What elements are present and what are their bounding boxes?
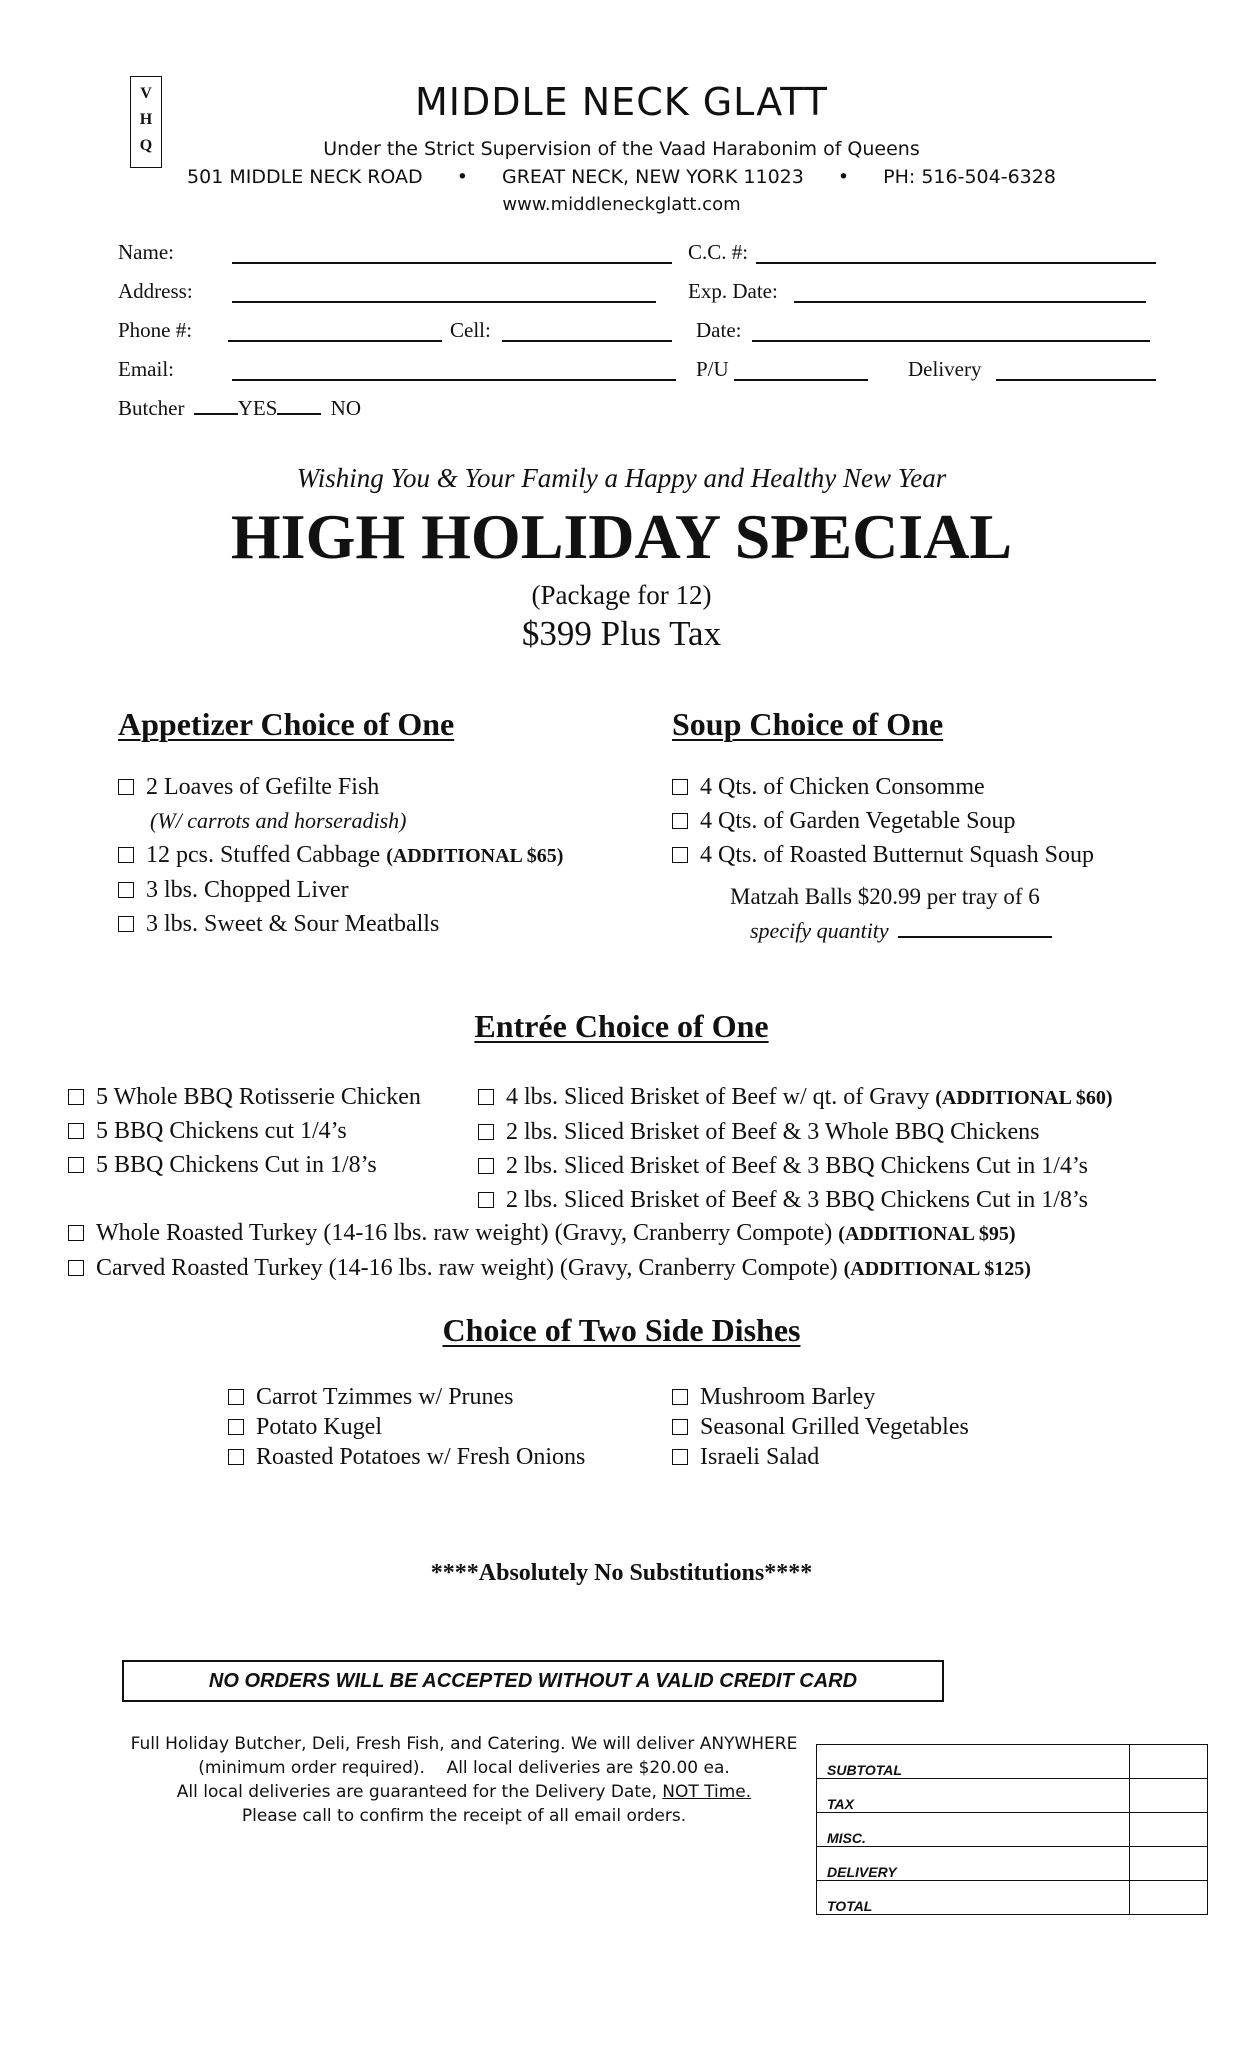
name-field[interactable] <box>232 262 672 264</box>
checkbox[interactable] <box>478 1124 494 1140</box>
sides-heading: Choice of Two Side Dishes <box>442 1312 801 1348</box>
address-field[interactable] <box>232 301 656 303</box>
item-note: (W/ carrots and horseradish) <box>150 808 407 833</box>
no-substitutions: ****Absolutely No Substitutions**** <box>430 1560 813 1586</box>
delivery-field[interactable] <box>996 379 1156 381</box>
table-row <box>817 1847 1208 1881</box>
street-address: 501 MIDDLE NECK ROAD <box>187 166 423 188</box>
exp-date-label: Exp. Date: <box>688 279 778 303</box>
footer-info <box>128 1732 800 1828</box>
checkbox[interactable] <box>228 1389 244 1405</box>
total-label: TOTAL <box>817 1881 1130 1915</box>
matzah-balls: Matzah Balls $20.99 per tray of 6 <box>730 884 1040 909</box>
bullet-separator: • <box>456 166 468 188</box>
website: www.middleneckglatt.com <box>502 194 741 215</box>
list-item[interactable]: 5 BBQ Chickens Cut in 1/8’s <box>68 1148 421 1182</box>
cell-label: Cell: <box>450 318 491 342</box>
delivery-label: Delivery <box>908 357 982 381</box>
list-item[interactable]: Whole Roasted Turkey (14-16 lbs. raw weight) (Gravy, Cranberry Compote) (ADDITIONAL $95) <box>68 1216 1031 1251</box>
credit-card-notice-box <box>122 1660 944 1702</box>
soup-heading: Soup Choice of One <box>672 706 944 742</box>
date-label: Date: <box>696 318 742 342</box>
credit-card-notice: NO ORDERS WILL BE ACCEPTED WITHOUT A VALID CREDIT CARD <box>208 1670 858 1692</box>
checkbox[interactable] <box>228 1449 244 1465</box>
email-field[interactable] <box>232 379 676 381</box>
checkbox[interactable] <box>672 847 688 863</box>
butcher-row <box>118 396 361 421</box>
checkbox[interactable] <box>68 1225 84 1241</box>
checkbox[interactable] <box>478 1158 494 1174</box>
pickup-field[interactable] <box>734 379 868 381</box>
list-item[interactable]: Israeli Salad <box>672 1442 969 1472</box>
checkbox[interactable] <box>672 779 688 795</box>
sides-left-list <box>228 1382 585 1472</box>
checkbox[interactable] <box>118 882 134 898</box>
checkbox[interactable] <box>68 1260 84 1276</box>
store-address-line <box>0 166 1243 188</box>
checkbox[interactable] <box>118 916 134 932</box>
butcher-no-label: NO <box>330 396 362 420</box>
checkbox[interactable] <box>118 847 134 863</box>
table-row <box>817 1779 1208 1813</box>
checkbox[interactable] <box>672 1449 688 1465</box>
list-item[interactable]: Seasonal Grilled Vegetables <box>672 1412 969 1442</box>
butcher-yes-label: YES <box>237 396 278 420</box>
cell-field[interactable] <box>502 340 672 342</box>
special-title: HIGH HOLIDAY SPECIAL <box>230 501 1013 572</box>
list-item[interactable]: 4 Qts. of Chicken Consomme <box>672 770 1094 804</box>
name-label: Name: <box>118 240 174 264</box>
phone-field[interactable] <box>228 340 442 342</box>
matzah-quantity-field[interactable] <box>898 936 1052 938</box>
list-item[interactable]: 5 Whole BBQ Rotisserie Chicken <box>68 1080 421 1114</box>
checkbox[interactable] <box>228 1419 244 1435</box>
footer-line: Please call to confirm the receipt of all email orders. <box>241 1806 687 1826</box>
checkbox[interactable] <box>68 1157 84 1173</box>
butcher-label: Butcher <box>118 396 185 420</box>
table-row <box>817 1881 1208 1915</box>
tax-value[interactable] <box>1130 1779 1208 1813</box>
list-item[interactable]: 2 lbs. Sliced Brisket of Beef & 3 BBQ Chickens Cut in 1/8’s <box>478 1183 1113 1217</box>
sides-right-list <box>672 1382 969 1472</box>
appetizer-heading: Appetizer Choice of One <box>118 706 455 742</box>
entree-full-list <box>68 1216 1031 1286</box>
totals-table <box>816 1744 1208 1915</box>
greeting: Wishing You & Your Family a Happy and Healthy New Year <box>296 463 947 493</box>
total-value[interactable] <box>1130 1881 1208 1915</box>
list-item[interactable]: 5 BBQ Chickens cut 1/4’s <box>68 1114 421 1148</box>
list-item[interactable]: Carved Roasted Turkey (14-16 lbs. raw weight) (Gravy, Cranberry Compote) (ADDITIONAL $125) <box>68 1251 1031 1286</box>
list-item[interactable]: 4 Qts. of Garden Vegetable Soup <box>672 804 1094 838</box>
list-item[interactable]: Roasted Potatoes w/ Fresh Onions <box>228 1442 585 1472</box>
vhq-logo: V H Q <box>130 76 162 168</box>
list-item[interactable]: 3 lbs. Sweet & Sour Meatballs <box>118 907 563 941</box>
checkbox[interactable] <box>68 1123 84 1139</box>
list-item[interactable]: 2 Loaves of Gefilte Fish <box>118 770 563 804</box>
entree-heading: Entrée Choice of One <box>474 1008 769 1044</box>
phone-label: Phone #: <box>118 318 193 342</box>
footer-line: (minimum order required). All local deliveries are $20.00 ea. <box>198 1758 730 1778</box>
checkbox[interactable] <box>478 1192 494 1208</box>
cc-label: C.C. #: <box>688 240 749 264</box>
footer-line: All local deliveries are guaranteed for the Delivery Date, NOT Time. <box>176 1782 752 1802</box>
store-name: MIDDLE NECK GLATT <box>414 80 829 124</box>
misc-value[interactable] <box>1130 1813 1208 1847</box>
table-row <box>817 1745 1208 1779</box>
checkbox[interactable] <box>672 813 688 829</box>
checkbox[interactable] <box>68 1089 84 1105</box>
checkbox[interactable] <box>672 1389 688 1405</box>
package-price: $399 Plus Tax <box>521 614 722 653</box>
list-item[interactable]: 2 lbs. Sliced Brisket of Beef & 3 Whole BBQ Chickens <box>478 1115 1113 1149</box>
list-item[interactable]: 2 lbs. Sliced Brisket of Beef & 3 BBQ Chickens Cut in 1/4’s <box>478 1149 1113 1183</box>
list-item[interactable]: Carrot Tzimmes w/ Prunes <box>228 1382 585 1412</box>
table-row <box>817 1813 1208 1847</box>
footer-line: Full Holiday Butcher, Deli, Fresh Fish, and Catering. We will deliver ANYWHERE <box>130 1734 798 1754</box>
tax-label: TAX <box>817 1779 1130 1813</box>
list-item[interactable]: Potato Kugel <box>228 1412 585 1442</box>
checkbox[interactable] <box>672 1419 688 1435</box>
checkbox[interactable] <box>118 779 134 795</box>
list-item[interactable]: 3 lbs. Chopped Liver <box>118 873 563 907</box>
package-size: (Package for 12) <box>531 580 712 610</box>
misc-label: MISC. <box>817 1813 1130 1847</box>
supervision-line: Under the Strict Supervision of the Vaad Harabonim of Queens <box>323 138 920 160</box>
entree-right-list <box>478 1080 1113 1217</box>
butcher-no-field[interactable] <box>277 413 321 415</box>
entree-left-list <box>68 1080 421 1182</box>
subtotal-label: SUBTOTAL <box>817 1745 1130 1779</box>
date-field[interactable] <box>752 340 1150 342</box>
checkbox[interactable] <box>478 1089 494 1105</box>
list-item[interactable]: 4 lbs. Sliced Brisket of Beef w/ qt. of Gravy (ADDITIONAL $60) <box>478 1080 1113 1115</box>
delivery-total-label: DELIVERY <box>817 1847 1130 1881</box>
city-address: GREAT NECK, NEW YORK 11023 <box>502 166 804 188</box>
matzah-specify: specify quantity <box>750 918 1052 944</box>
soup-list <box>672 770 1094 872</box>
bullet-separator: • <box>837 166 850 188</box>
list-item[interactable]: 4 Qts. of Roasted Butternut Squash Soup <box>672 838 1094 872</box>
appetizer-list <box>118 770 563 941</box>
butcher-yes-field[interactable] <box>194 413 238 415</box>
address-label: Address: <box>118 279 193 303</box>
list-item[interactable]: 12 pcs. Stuffed Cabbage (ADDITIONAL $65) <box>118 838 563 873</box>
email-label: Email: <box>118 357 174 381</box>
cc-field[interactable] <box>756 262 1156 264</box>
delivery-total-value[interactable] <box>1130 1847 1208 1881</box>
subtotal-value[interactable] <box>1130 1745 1208 1779</box>
exp-date-field[interactable] <box>794 301 1146 303</box>
store-phone: PH: 516-504-6328 <box>883 166 1056 188</box>
list-item[interactable]: Mushroom Barley <box>672 1382 969 1412</box>
pickup-label: P/U <box>696 357 729 381</box>
